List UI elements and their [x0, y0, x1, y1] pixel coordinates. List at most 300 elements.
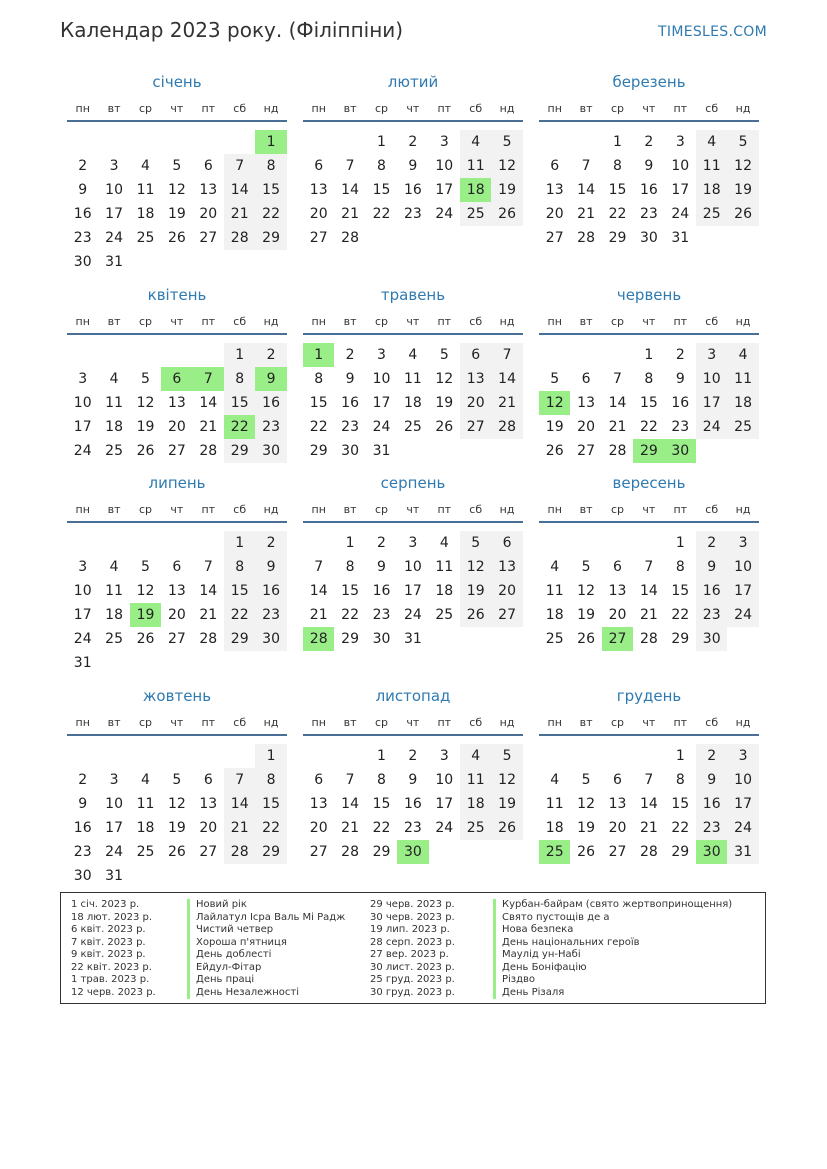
weekday-label: чт — [642, 716, 656, 729]
day-cell: 9 — [696, 555, 727, 579]
day-cell: 25 — [105, 443, 123, 459]
day-cell: 23 — [255, 603, 286, 627]
day-cell: 8 — [255, 768, 286, 792]
day-cell: 8 — [345, 559, 355, 575]
day-cell: 11 — [105, 395, 123, 411]
legend-holiday-name: День національних героїв — [493, 937, 640, 950]
day-cell: 11 — [136, 182, 155, 198]
weekday-label: пн — [75, 716, 90, 729]
day-cell: 2 — [408, 748, 418, 764]
day-cell: 23 — [696, 816, 727, 840]
day-cell: 8 — [675, 772, 685, 788]
weekday-label: вт — [107, 315, 121, 328]
month-name: листопад — [375, 687, 451, 705]
weekday-label: пт — [201, 102, 216, 115]
day-cell: 15 — [224, 579, 255, 603]
day-cell: 25 — [435, 607, 454, 623]
day-cell: 15 — [255, 178, 286, 202]
weekday-label: ср — [138, 503, 152, 516]
holiday-day-cell: 7 — [193, 367, 224, 391]
day-cell: 4 — [727, 343, 758, 367]
day-cell: 20 — [199, 820, 218, 836]
day-cell: 11 — [435, 559, 454, 575]
day-cell: 9 — [78, 182, 88, 198]
day-cell: 12 — [577, 583, 595, 599]
day-cell: 16 — [255, 579, 286, 603]
day-cell: 13 — [167, 583, 186, 599]
legend-holiday-name: День доблесті — [187, 949, 271, 962]
day-cell: 26 — [491, 816, 522, 840]
day-cell: 19 — [167, 206, 186, 222]
weekday-label: сб — [233, 716, 247, 729]
day-cell: 29 — [671, 844, 690, 860]
weekday-label: пн — [547, 716, 562, 729]
day-cell: 26 — [167, 844, 186, 860]
day-cell: 9 — [255, 555, 286, 579]
weekday-label: пт — [673, 503, 688, 516]
legend-holiday-name: Різдво — [493, 974, 535, 987]
day-cell: 28 — [639, 844, 658, 860]
day-cell: 14 — [224, 792, 255, 816]
weekday-label: пт — [673, 716, 688, 729]
day-cell: 25 — [105, 631, 123, 647]
weekday-label: пн — [75, 503, 90, 516]
weekday-label: нд — [735, 102, 751, 115]
day-cell: 22 — [372, 820, 391, 836]
weekday-label: чт — [406, 716, 420, 729]
day-cell: 26 — [577, 844, 595, 860]
weekday-label: вт — [579, 315, 593, 328]
day-cell: 27 — [309, 230, 328, 246]
day-cell: 14 — [639, 796, 658, 812]
day-cell: 31 — [105, 868, 123, 884]
day-cell: 27 — [199, 230, 218, 246]
legend-holiday-name: Курбан-байрам (свято жертвопринощення) — [493, 899, 732, 912]
legend-date: 25 груд. 2023 р. — [370, 974, 455, 985]
day-cell: 10 — [696, 367, 727, 391]
day-cell: 25 — [136, 230, 155, 246]
day-cell: 3 — [675, 134, 685, 150]
legend-date: 1 трав. 2023 р. — [71, 974, 150, 985]
weekday-label: чт — [170, 716, 184, 729]
day-cell: 26 — [136, 443, 155, 459]
day-cell: 16 — [696, 792, 727, 816]
day-cell: 9 — [696, 768, 727, 792]
day-cell: 9 — [675, 371, 685, 387]
day-cell: 3 — [727, 531, 758, 555]
day-cell: 23 — [403, 206, 422, 222]
weekday-label: сб — [233, 503, 247, 516]
month-name: вересень — [612, 474, 686, 492]
legend-holiday-name: Нова безпека — [493, 924, 573, 937]
month-11 — [303, 687, 523, 897]
day-cell: 30 — [73, 254, 92, 270]
day-cell: 4 — [109, 559, 119, 575]
legend-holiday-name: День Незалежності — [187, 987, 299, 1000]
day-cell: 18 — [435, 583, 454, 599]
weekday-label: пт — [437, 315, 452, 328]
day-cell: 24 — [435, 820, 454, 836]
day-cell: 3 — [439, 134, 449, 150]
weekday-label: ср — [374, 102, 388, 115]
weekday-label: нд — [499, 716, 515, 729]
day-cell: 1 — [613, 134, 622, 150]
day-cell: 8 — [224, 367, 255, 391]
day-cell: 25 — [727, 415, 758, 439]
day-cell: 11 — [460, 768, 491, 792]
legend-holiday-name: Лайлатул Ісра Валь Мі Радж — [187, 912, 345, 925]
day-cell: 3 — [109, 772, 119, 788]
weekday-label: нд — [735, 716, 751, 729]
weekday-label: чт — [406, 102, 420, 115]
holiday-day-cell: 12 — [539, 391, 570, 415]
holiday-day-cell: 22 — [224, 415, 255, 439]
weekday-label: вт — [343, 503, 357, 516]
day-cell: 2 — [78, 158, 88, 174]
day-cell: 17 — [696, 391, 727, 415]
day-cell: 30 — [73, 868, 92, 884]
day-cell: 24 — [671, 206, 690, 222]
weekday-label: нд — [735, 315, 751, 328]
day-cell: 7 — [224, 154, 255, 178]
day-cell: 24 — [73, 443, 92, 459]
day-cell: 21 — [639, 820, 658, 836]
day-cell: 11 — [545, 583, 564, 599]
weekday-label: пт — [673, 315, 688, 328]
weekday-label: нд — [263, 503, 279, 516]
day-cell: 5 — [172, 772, 182, 788]
day-cell: 5 — [491, 130, 522, 154]
day-cell: 19 — [136, 419, 155, 435]
legend-date: 12 черв. 2023 р. — [71, 986, 156, 998]
day-cell: 8 — [644, 371, 654, 387]
day-cell: 15 — [671, 583, 690, 599]
day-cell: 29 — [224, 627, 255, 651]
holiday-day-cell: 29 — [633, 439, 664, 463]
day-cell: 24 — [727, 816, 758, 840]
day-cell: 5 — [550, 371, 560, 387]
day-cell: 14 — [577, 182, 595, 198]
day-cell: 13 — [309, 796, 328, 812]
day-cell: 5 — [727, 130, 758, 154]
day-cell: 17 — [372, 395, 391, 411]
day-cell: 10 — [727, 555, 758, 579]
legend-holiday-name: День Різаля — [493, 987, 564, 1000]
weekday-label: ср — [610, 716, 624, 729]
day-cell: 22 — [309, 419, 328, 435]
weekday-label: пн — [547, 102, 562, 115]
day-cell: 31 — [73, 655, 92, 671]
weekday-label: пн — [75, 102, 90, 115]
weekday-divider — [303, 734, 523, 736]
day-cell: 24 — [105, 844, 123, 860]
day-cell: 20 — [460, 391, 491, 415]
day-cell: 8 — [675, 559, 685, 575]
day-cell: 23 — [696, 603, 727, 627]
day-cell: 8 — [314, 371, 324, 387]
day-cell: 20 — [167, 419, 186, 435]
day-cell: 19 — [167, 820, 186, 836]
day-cell: 7 — [581, 158, 591, 174]
day-cell: 4 — [109, 371, 119, 387]
day-cell: 11 — [460, 154, 491, 178]
day-cell: 7 — [203, 559, 213, 575]
day-cell: 11 — [105, 583, 123, 599]
holiday-day-cell: 28 — [303, 627, 334, 651]
day-cell: 28 — [199, 631, 218, 647]
day-cell: 22 — [255, 202, 286, 226]
legend-date: 1 січ. 2023 р. — [71, 899, 140, 910]
weekday-label: чт — [170, 503, 184, 516]
day-cell: 17 — [727, 579, 758, 603]
day-cell: 19 — [545, 419, 564, 435]
day-cell: 15 — [224, 391, 255, 415]
day-cell: 18 — [696, 178, 727, 202]
day-cell: 31 — [671, 230, 690, 246]
day-cell: 26 — [460, 603, 491, 627]
day-cell: 2 — [377, 535, 386, 551]
day-cell: 13 — [199, 182, 218, 198]
day-cell: 7 — [644, 559, 654, 575]
brand-link[interactable]: TIMESLES.COM — [658, 24, 767, 40]
month-7 — [67, 474, 287, 684]
day-cell: 6 — [460, 343, 491, 367]
day-cell: 17 — [671, 182, 690, 198]
weekday-label: ср — [138, 315, 152, 328]
day-cell: 9 — [408, 158, 418, 174]
weekday-divider — [303, 120, 523, 122]
day-cell: 27 — [608, 844, 627, 860]
legend-date: 28 серп. 2023 р. — [370, 936, 455, 948]
weekday-label: ср — [374, 716, 388, 729]
weekday-label: вт — [579, 102, 593, 115]
day-cell: 3 — [727, 744, 758, 768]
day-cell: 8 — [224, 555, 255, 579]
day-cell: 21 — [639, 607, 658, 623]
holiday-day-cell: 1 — [255, 130, 286, 154]
day-cell: 22 — [639, 419, 658, 435]
legend-date: 7 квіт. 2023 р. — [71, 936, 146, 948]
month-8 — [303, 474, 523, 684]
day-cell: 30 — [639, 230, 658, 246]
day-cell: 22 — [224, 603, 255, 627]
day-cell: 7 — [345, 158, 355, 174]
day-cell: 1 — [224, 531, 255, 555]
day-cell: 10 — [435, 158, 454, 174]
weekday-label: нд — [499, 503, 515, 516]
day-cell: 8 — [255, 154, 286, 178]
legend-holiday-name: День Боніфацію — [493, 962, 587, 975]
weekday-label: чт — [170, 102, 184, 115]
month-name: травень — [380, 286, 446, 304]
weekday-label: пн — [547, 315, 562, 328]
day-cell: 2 — [696, 531, 727, 555]
day-cell: 16 — [73, 820, 92, 836]
day-cell: 4 — [550, 772, 560, 788]
day-cell: 26 — [727, 202, 758, 226]
day-cell: 7 — [491, 343, 522, 367]
weekday-divider — [303, 521, 523, 523]
day-cell: 6 — [581, 371, 591, 387]
day-cell: 6 — [203, 772, 213, 788]
weekday-label: сб — [469, 102, 483, 115]
legend-date: 29 черв. 2023 р. — [370, 899, 455, 910]
weekday-label: сб — [469, 503, 483, 516]
day-cell: 28 — [224, 840, 255, 864]
day-cell: 19 — [491, 178, 522, 202]
weekday-label: вт — [343, 716, 357, 729]
day-cell: 23 — [341, 419, 359, 435]
month-9 — [539, 474, 759, 684]
weekday-label: пн — [311, 102, 326, 115]
legend-holiday-name: Хороша п'ятниця — [187, 937, 287, 950]
day-cell: 15 — [372, 796, 391, 812]
day-cell: 20 — [577, 419, 595, 435]
legend-date: 22 квіт. 2023 р. — [71, 961, 152, 973]
day-cell: 6 — [314, 158, 324, 174]
day-cell: 18 — [545, 607, 564, 623]
weekday-divider — [539, 734, 759, 736]
legend-holiday-name: Чистий четвер — [187, 924, 273, 937]
day-cell: 13 — [608, 583, 627, 599]
day-cell: 31 — [403, 631, 422, 647]
weekday-label: чт — [406, 503, 420, 516]
weekday-label: нд — [263, 716, 279, 729]
day-cell: 27 — [577, 443, 595, 459]
day-cell: 27 — [491, 603, 522, 627]
day-cell: 24 — [372, 419, 391, 435]
weekday-label: чт — [642, 315, 656, 328]
weekday-label: вт — [107, 503, 121, 516]
day-cell: 30 — [341, 443, 359, 459]
weekday-label: сб — [469, 716, 483, 729]
day-cell: 1 — [644, 347, 654, 363]
day-cell: 2 — [255, 343, 286, 367]
day-cell: 22 — [671, 820, 690, 836]
day-cell: 25 — [696, 202, 727, 226]
weekday-label: пт — [673, 102, 688, 115]
day-cell: 17 — [105, 206, 123, 222]
day-cell: 27 — [309, 844, 328, 860]
day-cell: 19 — [577, 607, 595, 623]
weekday-label: ср — [374, 503, 388, 516]
day-cell: 26 — [167, 230, 186, 246]
weekday-label: сб — [469, 315, 483, 328]
day-cell: 29 — [309, 443, 328, 459]
day-cell: 4 — [439, 535, 449, 551]
day-cell: 12 — [435, 371, 454, 387]
day-cell: 21 — [309, 607, 328, 623]
day-cell: 4 — [460, 744, 491, 768]
day-cell: 27 — [460, 415, 491, 439]
holiday-day-cell: 30 — [696, 840, 727, 864]
day-cell: 12 — [460, 555, 491, 579]
month-12 — [539, 687, 759, 897]
holiday-day-cell: 1 — [303, 343, 334, 367]
day-cell: 17 — [73, 607, 92, 623]
day-cell: 21 — [224, 816, 255, 840]
day-cell: 3 — [377, 347, 386, 363]
day-cell: 29 — [255, 226, 286, 250]
day-cell: 10 — [727, 768, 758, 792]
weekday-label: вт — [107, 716, 121, 729]
day-cell: 15 — [309, 395, 328, 411]
day-cell: 27 — [545, 230, 564, 246]
day-cell: 2 — [345, 347, 355, 363]
day-cell: 6 — [550, 158, 560, 174]
day-cell: 15 — [372, 182, 391, 198]
weekday-label: пт — [201, 716, 216, 729]
day-cell: 18 — [460, 792, 491, 816]
legend-date: 6 квіт. 2023 р. — [71, 924, 146, 935]
day-cell: 15 — [608, 182, 627, 198]
day-cell: 21 — [224, 202, 255, 226]
day-cell: 3 — [696, 343, 727, 367]
day-cell: 24 — [105, 230, 123, 246]
day-cell: 1 — [345, 535, 355, 551]
day-cell: 19 — [577, 820, 595, 836]
month-name: березень — [612, 73, 686, 91]
day-cell: 28 — [341, 230, 359, 246]
weekday-divider — [67, 521, 287, 523]
day-cell: 2 — [78, 772, 88, 788]
weekday-label: вт — [107, 102, 121, 115]
day-cell: 7 — [644, 772, 654, 788]
day-cell: 5 — [460, 531, 491, 555]
weekday-label: нд — [499, 315, 515, 328]
day-cell: 12 — [491, 154, 522, 178]
day-cell: 16 — [639, 182, 658, 198]
day-cell: 22 — [671, 607, 690, 623]
day-cell: 13 — [199, 796, 218, 812]
day-cell: 23 — [403, 820, 422, 836]
holiday-day-cell: 30 — [665, 439, 696, 463]
day-cell: 18 — [105, 607, 123, 623]
weekday-label: ср — [610, 315, 624, 328]
day-cell: 28 — [341, 844, 359, 860]
day-cell: 10 — [73, 583, 92, 599]
weekday-divider — [67, 734, 287, 736]
weekday-label: нд — [263, 102, 279, 115]
day-cell: 22 — [608, 206, 627, 222]
day-cell: 16 — [696, 579, 727, 603]
day-cell: 15 — [639, 395, 658, 411]
weekday-label: сб — [705, 315, 719, 328]
day-cell: 18 — [727, 391, 758, 415]
day-cell: 22 — [372, 206, 391, 222]
day-cell: 12 — [577, 796, 595, 812]
day-cell: 7 — [345, 772, 355, 788]
day-cell: 11 — [545, 796, 564, 812]
day-cell: 17 — [105, 820, 123, 836]
legend-holiday-name: Свято пустощів де а — [493, 912, 610, 925]
day-cell: 24 — [696, 415, 727, 439]
weekday-label: вт — [579, 503, 593, 516]
day-cell: 5 — [491, 744, 522, 768]
day-cell: 11 — [136, 796, 155, 812]
day-cell: 28 — [491, 415, 522, 439]
day-cell: 13 — [545, 182, 564, 198]
weekday-label: пт — [201, 315, 216, 328]
day-cell: 23 — [671, 419, 690, 435]
weekday-divider — [303, 333, 523, 335]
day-cell: 6 — [613, 772, 622, 788]
weekday-label: пн — [311, 716, 326, 729]
day-cell: 1 — [675, 748, 685, 764]
day-cell: 24 — [727, 603, 758, 627]
day-cell: 30 — [372, 631, 391, 647]
day-cell: 16 — [255, 391, 286, 415]
